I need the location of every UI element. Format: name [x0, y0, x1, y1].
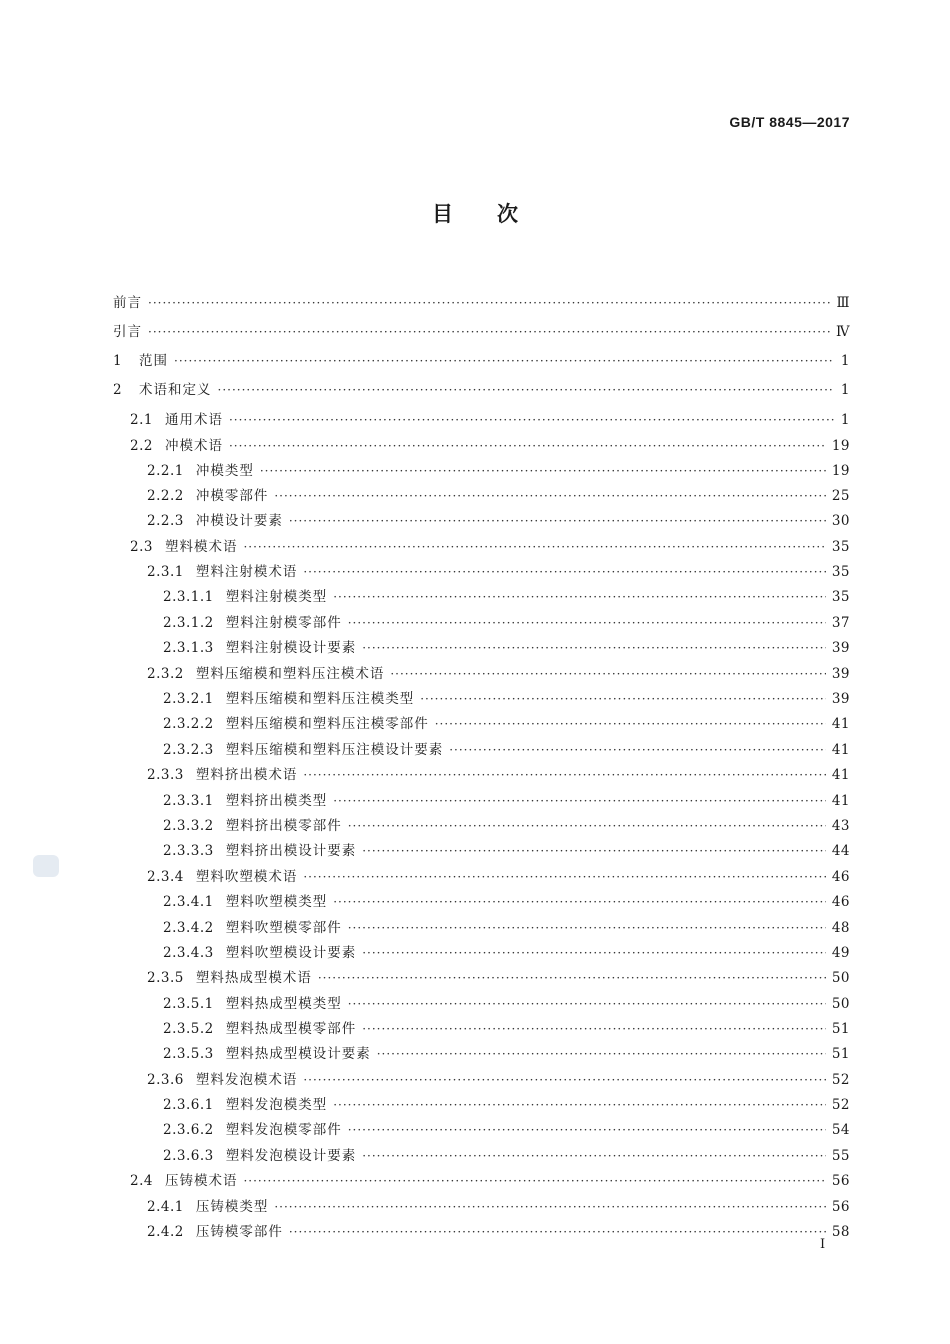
toc-leader-dots: [318, 971, 826, 985]
toc-entry-number: 2.3.6: [147, 1072, 184, 1088]
toc-entry-number: 2.3.2.1: [163, 691, 214, 707]
toc-entry-number: 2.3.6.2: [163, 1122, 214, 1138]
toc-entry-label: 塑料挤出模设计要素: [225, 843, 357, 859]
toc-entry-number: 2.3: [130, 539, 153, 555]
toc-leader-dots: [333, 895, 826, 909]
toc-entry-number: 2.3.3.2: [163, 818, 214, 834]
toc-entry-label: 塑料挤出模类型: [225, 793, 328, 809]
toc-entry-label: 塑料挤出模零部件: [225, 818, 342, 834]
toc-entry-label: 塑料热成型模零部件: [225, 1021, 357, 1037]
toc-entry-number: 2.2.2: [147, 488, 184, 504]
toc-entry-label: 塑料发泡模类型: [225, 1097, 328, 1113]
toc-entry-label: 引言: [113, 324, 142, 340]
toc-entry-page: 35: [831, 564, 850, 580]
toc-entry[interactable]: [147, 865, 850, 885]
toc-entry-page: 25: [831, 488, 850, 504]
toc-entry[interactable]: [147, 484, 850, 504]
toc-entry[interactable]: [113, 291, 850, 311]
toc-entry-page: 1: [840, 412, 850, 428]
toc-entry-page: 58: [831, 1224, 850, 1240]
toc-leader-dots: [390, 667, 825, 681]
toc-leader-dots: [274, 489, 825, 503]
toc-entry-page: 56: [831, 1199, 850, 1215]
toc-entry-page: 1: [840, 382, 850, 398]
toc-entry-label: 冲模零部件: [195, 488, 269, 504]
toc-leader-dots: [348, 616, 826, 630]
toc-entry-label: 塑料压缩模和塑料压注模设计要素: [225, 742, 444, 758]
toc-leader-dots: [243, 540, 825, 554]
toc-entry-label: 塑料吹塑模术语: [195, 869, 298, 885]
toc-entry-label: 冲模设计要素: [195, 513, 283, 529]
toc-leader-dots: [348, 921, 826, 935]
toc-entry-number: 2.3.1.3: [163, 640, 214, 656]
toc-entry-page: 39: [831, 640, 850, 656]
toc-entry-number: 2.3.5.2: [163, 1021, 214, 1037]
toc-entry-page: 37: [831, 615, 850, 631]
toc-entry-page: 48: [831, 920, 850, 936]
toc-leader-dots: [348, 819, 826, 833]
toc-entry-page: 41: [831, 716, 850, 732]
toc-entry-label: 塑料注射模设计要素: [225, 640, 357, 656]
toc-entry[interactable]: [163, 636, 850, 656]
toc-entry-label: 塑料发泡模零部件: [225, 1122, 342, 1138]
toc-leader-dots: [303, 1073, 825, 1087]
toc-entry-label: 塑料热成型模术语: [195, 970, 312, 986]
toc-leader-dots: [229, 413, 834, 427]
toc-entry-page: Ⅳ: [836, 324, 850, 340]
toc-entry[interactable]: [163, 738, 850, 758]
toc-leader-dots: [148, 325, 830, 339]
toc-entry-number: 2.3.3.3: [163, 843, 214, 859]
toc-entry-page: 19: [831, 463, 850, 479]
toc-entry-label: 塑料热成型模设计要素: [225, 1046, 371, 1062]
toc-entry-number: 2.3.5.3: [163, 1046, 214, 1062]
toc-entry[interactable]: [163, 839, 850, 859]
watermark-logo: [33, 855, 59, 877]
toc-entry-number: 2.3.3: [147, 767, 184, 783]
toc-leader-dots: [289, 1225, 826, 1239]
toc-entry-number: 2.3.4.3: [163, 945, 214, 961]
toc-entry[interactable]: [147, 662, 850, 682]
toc-leader-dots: [148, 296, 830, 310]
toc-leader-dots: [348, 1123, 826, 1137]
toc-entry-page: 55: [831, 1148, 850, 1164]
toc-entry-number: 2.3.1.2: [163, 615, 214, 631]
toc-entry-label: 塑料发泡模术语: [195, 1072, 298, 1088]
toc-entry-number: 2.3.2.2: [163, 716, 214, 732]
toc-leader-dots: [243, 1174, 825, 1188]
toc-entry-page: 49: [831, 945, 850, 961]
toc-entry-number: 2.3.5.1: [163, 996, 214, 1012]
toc-leader-dots: [333, 1098, 826, 1112]
toc-leader-dots: [435, 717, 826, 731]
toc-entry[interactable]: [163, 814, 850, 834]
toc-entry-label: 塑料热成型模类型: [225, 996, 342, 1012]
toc-entry[interactable]: [130, 408, 850, 428]
standard-code: GB/T 8845—2017: [729, 114, 850, 130]
toc-entry[interactable]: [147, 966, 850, 986]
toc-entry-label: 冲模术语: [164, 438, 223, 454]
toc-entry-number: 2.3.5: [147, 970, 184, 986]
toc-entry-page: 46: [831, 869, 850, 885]
toc-entry-page: 35: [831, 539, 850, 555]
toc-entry[interactable]: [130, 535, 850, 555]
toc-entry[interactable]: [113, 349, 850, 369]
toc-entry[interactable]: [163, 585, 850, 605]
toc-entry[interactable]: [113, 320, 850, 340]
toc-entry[interactable]: [147, 459, 850, 479]
toc-leader-dots: [362, 641, 826, 655]
toc-entry-number: 2.2.1: [147, 463, 184, 479]
toc-entry-label: 范围: [139, 353, 168, 369]
toc-entry-page: 19: [831, 438, 850, 454]
toc-leader-dots: [362, 1149, 826, 1163]
toc-entry-page: 39: [831, 666, 850, 682]
toc-entry-label: 术语和定义: [139, 382, 212, 398]
toc-entry-page: 52: [831, 1097, 850, 1113]
toc-entry-label: 塑料压缩模和塑料压注模类型: [225, 691, 415, 707]
toc-entry-number: 2.4: [130, 1173, 153, 1189]
toc-entry-label: 压铸模零部件: [195, 1224, 283, 1240]
toc-entry[interactable]: [163, 1118, 850, 1138]
toc-entry-number: 2.4.2: [147, 1224, 184, 1240]
toc-leader-dots: [229, 439, 826, 453]
toc-entry-page: 56: [831, 1173, 850, 1189]
toc-entry[interactable]: [130, 1169, 850, 1189]
toc-entry-page: 52: [831, 1072, 850, 1088]
toc-entry[interactable]: [163, 611, 850, 631]
toc-entry-number: 2.3.3.1: [163, 793, 214, 809]
toc-leader-dots: [348, 997, 826, 1011]
toc-entry-page: 50: [831, 996, 850, 1012]
toc-entry-page: 54: [831, 1122, 850, 1138]
toc-entry-number: 2.3.4: [147, 869, 184, 885]
toc-entry-page: 50: [831, 970, 850, 986]
toc-entry[interactable]: [163, 1093, 850, 1113]
toc-entry-label: 塑料吹塑模类型: [225, 894, 328, 910]
toc-entry[interactable]: [163, 941, 850, 961]
toc-entry-number: 2.3.6.3: [163, 1148, 214, 1164]
toc-entry-page: 30: [831, 513, 850, 529]
toc-entry-number: 2.3.1: [147, 564, 184, 580]
toc-leader-dots: [218, 383, 835, 397]
toc-entry-number: 2.3.6.1: [163, 1097, 214, 1113]
toc-leader-dots: [420, 692, 826, 706]
toc-entry-label: 塑料压缩模和塑料压注模术语: [195, 666, 385, 682]
toc-entry-number: 1: [113, 353, 123, 369]
toc-entry[interactable]: [147, 509, 850, 529]
toc-entry-page: 41: [831, 793, 850, 809]
toc-entry-page: 51: [831, 1046, 850, 1062]
toc-entry-page: Ⅲ: [836, 295, 850, 311]
toc-entry-label: 塑料吹塑模设计要素: [225, 945, 357, 961]
toc-entry-page: 46: [831, 894, 850, 910]
toc-entry-label: 压铸模类型: [195, 1199, 269, 1215]
toc-leader-dots: [260, 464, 826, 478]
page-number: I: [820, 1237, 826, 1252]
toc-entry-number: 2.3.2.3: [163, 742, 214, 758]
toc-entry-label: 塑料吹塑模零部件: [225, 920, 342, 936]
toc-entry[interactable]: [163, 916, 850, 936]
toc-leader-dots: [289, 514, 826, 528]
toc-entry-number: 2.3.4.2: [163, 920, 214, 936]
toc-entry-label: 塑料注射模类型: [225, 589, 328, 605]
toc-leader-dots: [362, 946, 826, 960]
toc-leader-dots: [362, 844, 826, 858]
toc-entry[interactable]: [163, 687, 850, 707]
toc-entry-label: 塑料模术语: [164, 539, 238, 555]
toc-entry-label: 前言: [113, 295, 142, 311]
toc-leader-dots: [333, 590, 826, 604]
toc-leader-dots: [303, 870, 825, 884]
toc-entry-number: 2.2.3: [147, 513, 184, 529]
toc-leader-dots: [174, 354, 834, 368]
toc-entry[interactable]: [147, 1220, 850, 1240]
toc-entry-page: 39: [831, 691, 850, 707]
toc-leader-dots: [303, 768, 825, 782]
toc-entry-number: 2: [113, 382, 123, 398]
toc-entry[interactable]: [147, 763, 850, 783]
toc-entry-label: 冲模类型: [195, 463, 254, 479]
toc-leader-dots: [333, 794, 826, 808]
toc-leader-dots: [449, 743, 826, 757]
toc-entry[interactable]: [163, 1042, 850, 1062]
toc-entry-label: 塑料挤出模术语: [195, 767, 298, 783]
toc-entry-page: 41: [831, 742, 850, 758]
toc-entry-number: 2.1: [130, 412, 153, 428]
toc-entry-number: 2.3.1.1: [163, 589, 214, 605]
toc-entry-number: 2.4.1: [147, 1199, 184, 1215]
toc-leader-dots: [303, 565, 825, 579]
toc-leader-dots: [377, 1047, 826, 1061]
page-title: 目次: [432, 202, 562, 226]
toc-entry[interactable]: [163, 1017, 850, 1037]
toc-entry-page: 1: [840, 353, 850, 369]
toc-entry-page: 41: [831, 767, 850, 783]
toc-entry[interactable]: [113, 378, 850, 398]
toc-entry-number: 2.3.4.1: [163, 894, 214, 910]
toc-entry-page: 44: [831, 843, 850, 859]
toc-entry-page: 51: [831, 1021, 850, 1037]
toc-leader-dots: [362, 1022, 826, 1036]
toc-entry[interactable]: [163, 992, 850, 1012]
toc-entry-number: 2.3.2: [147, 666, 184, 682]
toc-entry[interactable]: [147, 1195, 850, 1215]
toc-entry-number: 2.2: [130, 438, 153, 454]
toc-entry-label: 塑料发泡模设计要素: [225, 1148, 357, 1164]
toc-entry[interactable]: [130, 434, 850, 454]
toc-entry-label: 压铸模术语: [164, 1173, 238, 1189]
toc-entry-label: 通用术语: [164, 412, 223, 428]
toc-entry[interactable]: [163, 1144, 850, 1164]
toc-entry[interactable]: [147, 560, 850, 580]
toc-entry[interactable]: [163, 712, 850, 732]
toc-entry-page: 35: [831, 589, 850, 605]
toc-entry-label: 塑料压缩模和塑料压注模零部件: [225, 716, 429, 732]
toc-entry[interactable]: [163, 890, 850, 910]
toc-entry-page: 43: [831, 818, 850, 834]
toc-entry-label: 塑料注射模零部件: [225, 615, 342, 631]
toc-entry[interactable]: [147, 1068, 850, 1088]
toc-entry[interactable]: [163, 789, 850, 809]
toc-entry-label: 塑料注射模术语: [195, 564, 298, 580]
toc-leader-dots: [274, 1200, 825, 1214]
